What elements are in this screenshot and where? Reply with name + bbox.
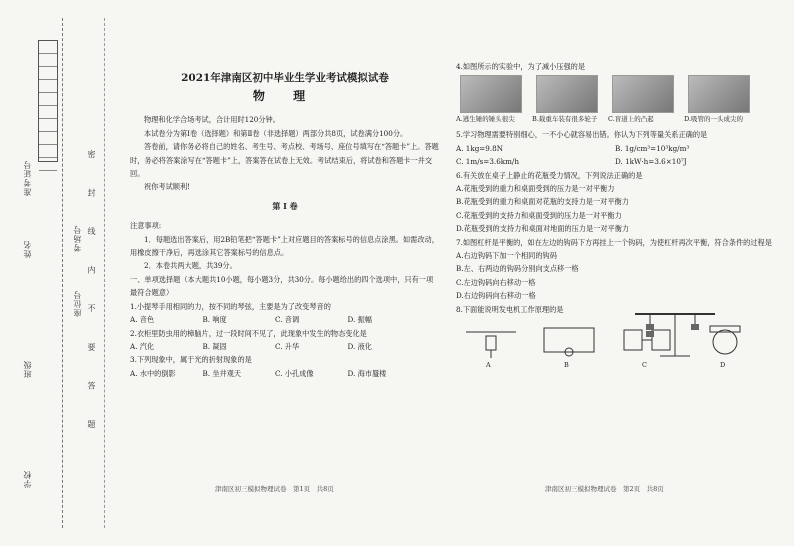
lever-diagram [630,300,720,360]
right-column [456,60,774,369]
option: C. 音调 [275,315,300,325]
name-label: 姓名 [23,240,32,258]
notes-title: 注意事项: [130,221,162,231]
option: C. 1m/s=3.6km/h [456,157,519,167]
subject-title: 物 理 [252,89,318,103]
option: C. 小孔成像 [275,368,314,378]
option: D. 液化 [347,341,372,351]
seal-line [104,18,105,528]
option: A.花瓶受到的重力和桌面受到的压力是一对平衡力 [456,184,615,194]
exam-room-label: 考场号 [73,225,82,252]
option-image: C.盲道上的凸起 [608,75,678,124]
note-1: 1．每题选出答案后，用2B铅笔把“答题卡”上对应题目的答案标号的信息点涂黑。如需改动，用橡皮擦干净后，再选涂其它答案标号的信息点。 [130,234,439,258]
option: B. 坐井观天 [202,368,242,378]
option-image: D.吸管的一头成尖的 [684,75,754,124]
footer-left: 津南区初三模拟物理试卷 第1页 共8页 [215,485,334,493]
footer-right: 津南区初三模拟物理试卷 第2页 共8页 [545,485,664,493]
hammer-photo [460,75,522,113]
intro-2: 本试卷分为第Ⅰ卷（选择题）和第Ⅱ卷（非选择题）两部分共8页，试卷满分100分。 [144,128,408,138]
question-5-options-ab [456,142,774,155]
seal-text: 密 封 线 内 不 要 答 题 [87,150,96,442]
binding-strip [0,0,118,546]
option: D.右边钩码向右移动一格 [456,291,536,301]
option: B. 响度 [202,315,227,325]
diagram-b: B [534,322,604,362]
left-column [130,58,440,380]
option: C.左边钩码向右移动一格 [456,277,536,287]
option: B.花瓶受到的重力和桌面对花瓶的支持力是一对平衡力 [456,197,629,207]
option: D. 振幅 [347,315,372,325]
option: D. 1kW·h=3.6×10⁷J [615,157,687,167]
wish: 祝你考试顺利! [144,182,191,192]
question-3: 3.下列现象中，属于光的折射现象的是 [130,355,252,365]
note-2: 2．本卷共两大题，共39分。 [144,261,237,271]
question-1-options [130,313,440,326]
option: D. 海市蜃楼 [347,368,387,378]
option: B.左、右两边的钩码分别向支点移一格 [456,264,579,274]
question-8: 8.下面能说明发电机工作原理的是 [456,304,564,314]
exam-title: 2021年津南区初中毕业生学业考试模拟试卷 [181,72,389,84]
intro-3: 答卷前，请你务必将自己的姓名、考生号、考点校、考场号、座位号填写在“答题卡”上。答题时，务必将答案涂写在“答题卡”上，答案答在试卷上无效。考试结束后，将试卷和答题卡一并交回。 [130,142,439,179]
truck-photo [536,75,598,113]
option: A. 水中的倒影 [130,368,176,378]
question-2-options [130,340,440,353]
straw-photo [688,75,750,113]
option: A. 音色 [130,315,155,325]
option: B. 1g/cm³=10³kg/m³ [615,143,690,153]
question-5: 5.学习物理需要特别细心，一不小心就容易出错。你认为下列等量关系正确的是 [456,130,708,140]
option: C.花瓶受到的支持力和桌面受到的压力是一对平衡力 [456,210,622,220]
cut-line [62,18,63,528]
ticket-number-box [38,40,58,162]
question-2: 2.衣柜里防虫用的樟脑片，过一段时间不见了，此现象中发生的物态变化是 [130,328,367,338]
question-1: 1.小提琴手用相同的力，按不同的琴弦，主要是为了改变琴音的 [130,301,331,311]
school-label: 学校 [23,470,32,488]
option: C. 升华 [275,341,300,351]
question-8-diagrams [456,322,774,369]
option: B. 凝固 [202,341,227,351]
seat-label: 座位号 [73,290,82,317]
diagram-a: A [456,322,526,362]
diagram-d: D [690,322,760,362]
class-label: 班级 [23,360,32,378]
option: A. 汽化 [130,341,155,351]
part-1-heading: 第 Ⅰ 卷 [272,200,298,211]
option: A. 1kg=9.8N [456,143,504,153]
question-4: 4.如图所示的实验中，为了减小压强的是 [456,62,586,71]
section-1: 一、单项选择题（本大题共10小题，每小题3分，共30分。每小题给出的四个选项中，只有一项最符合题意） [130,274,434,298]
question-3-options [130,367,440,380]
question-4-images [456,75,774,124]
ticket-label: 准考证号 [23,160,32,196]
diagram-c: C [612,322,682,362]
question-7: 7.如图杠杆是平衡的，如在左边的钩码下方再挂上一个钩码，为使杠杆再次平衡，符合条件的过程是 [456,237,772,247]
option: D.花瓶受到的支持力和桌面对地面的压力是一对平衡力 [456,224,630,234]
question-5-options-cd [456,155,774,168]
question-6: 6.有关放在桌子上静止的花瓶受力情况，下列说法正确的是 [456,170,643,180]
option-image: B.载重车装有很多轮子 [532,75,602,124]
option: A.右边钩码下加一个相同的钩码 [456,251,557,261]
tactile-paving-photo [612,75,674,113]
option-image: A.逃生锤的锤头很尖 [456,75,526,124]
intro-1: 物理和化学合场考试，合计用时120分钟。 [144,115,280,125]
question-7-options [456,249,636,303]
